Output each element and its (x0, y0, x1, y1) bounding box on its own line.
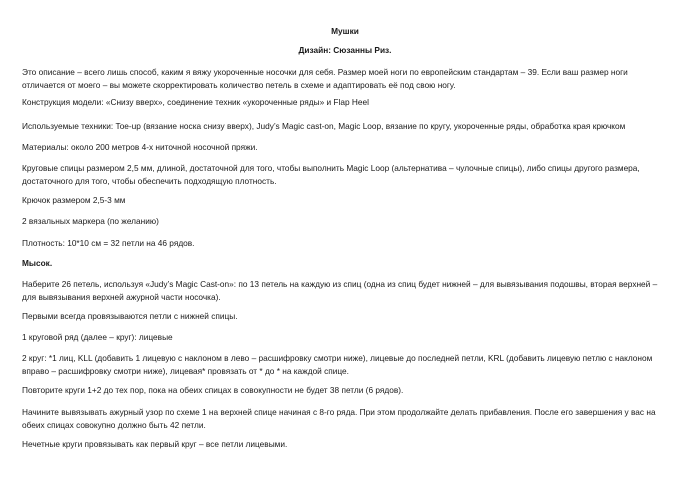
gauge-paragraph: Плотность: 10*10 см = 32 петли на 46 рядов. (22, 238, 195, 248)
odd-rounds-paragraph: Нечетные круги провязывать как первый круг – все петли лицевыми. (22, 439, 288, 449)
round-1-paragraph: 1 круговой ряд (далее – круг): лицевые (22, 332, 173, 342)
needles-paragraph: Круговые спицы размером 2,5 мм, длиной, достаточной для того, чтобы выполнить Magic Loop (альтернатива – чулочные спицы), либо спицы другого размера, достаточного для того, чтобы обеспечить подходящую плотность. (22, 163, 640, 186)
document-title: Мушки (331, 26, 359, 36)
hook-paragraph: Крючок размером 2,5-3 мм (22, 195, 126, 205)
construction-paragraph: Конструкция модели: «Снизу вверх», соединение техник «укороченные ряды» и Flap Heel (22, 97, 369, 107)
intro-paragraph: Это описание – всего лишь способ, каким я вяжу укороченные носочки для себя. Размер моей ноги по европейским стандартам – 39. Если ваш размер ноги отличается от моего – вы можете скорректировать количество петель в схеме и адаптировать её под свою ногу. (22, 67, 628, 90)
first-needle-paragraph: Первыми всегда провязываются петли с нижней спицы. (22, 311, 238, 321)
document-subtitle: Дизайн: Сюзанны Риз. (298, 45, 392, 55)
lace-pattern-paragraph: Начините вывязывать ажурный узор по схеме 1 на верхней спице начиная с 8-го ряда. При этом продолжайте делать прибавления. После его завершения у вас на обеих спицах совокупно должно быть 42 петли. (22, 407, 656, 430)
markers-paragraph: 2 вязальных маркера (по желанию) (22, 216, 159, 226)
materials-paragraph: Материалы: около 200 метров 4-х ниточной носочной пряжи. (22, 142, 258, 152)
round-2-paragraph: 2 круг: *1 лиц, KLL (добавить 1 лицевую с наклоном в лево – расшифровку смотри ниже), лицевые до последней петли, KRL (добавить лицевую петлю с наклоном вправо – расшифровку смотри ниже), лицевая* провязать от * до * на каждой спице. (22, 353, 653, 376)
techniques-paragraph: Используемые техники: Toe-up (вязание носка снизу вверх), Judy’s Magic cast-on, Magic Loop, вязание по кругу, укороченные ряды, обработка края крючком (22, 121, 626, 131)
repeat-rounds-paragraph: Повторите круги 1+2 до тех пор, пока на обеих спицах в совокупности не будет 38 петли (6 рядов). (22, 385, 404, 395)
section-heading-toe: Мысок. (22, 258, 53, 268)
cast-on-paragraph: Наберите 26 петель, используя «Judy’s Magic Cast-on»: по 13 петель на каждую из спиц (одна из спиц будет нижней – для вывязывания подошвы, вторая верхней – для вывязывания верхней ажурной части носочка). (22, 279, 658, 302)
